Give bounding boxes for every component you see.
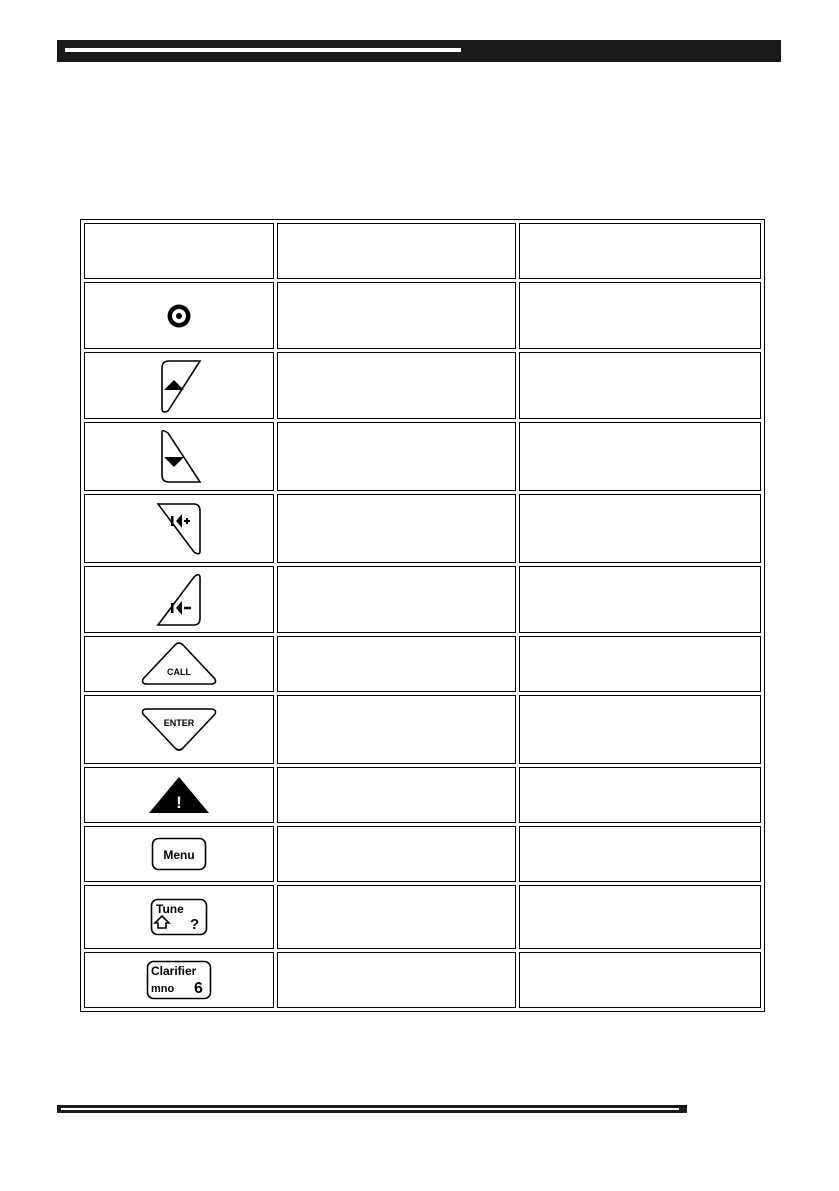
footer-stripe — [61, 1108, 679, 1110]
table-cell — [277, 352, 516, 419]
table-row — [84, 767, 761, 823]
alert-label: ! — [176, 793, 182, 812]
clarifier-label: Clarifier — [151, 964, 197, 978]
clarifier-number: 6 — [194, 980, 203, 997]
menu-key-icon[interactable] — [151, 837, 207, 871]
table-cell — [519, 352, 761, 419]
table-cell — [519, 422, 761, 491]
tune-sub-label: ? — [190, 916, 200, 933]
table-row — [84, 282, 761, 349]
table-cell — [519, 636, 761, 692]
table-row — [84, 494, 761, 563]
table-cell — [519, 566, 761, 633]
tune-key-icon[interactable] — [150, 898, 208, 936]
table-row — [84, 952, 761, 1008]
table-row — [84, 695, 761, 764]
table-cell — [277, 494, 516, 563]
enter-label: ENTER — [163, 717, 195, 728]
table-cell — [519, 695, 761, 764]
volume-down-key-icon[interactable] — [154, 570, 204, 630]
table-cell — [277, 636, 516, 692]
table-cell — [277, 422, 516, 491]
table-row — [84, 885, 761, 949]
table-cell — [277, 952, 516, 1008]
table-row — [84, 422, 761, 491]
clarifier-sub-label: mno — [151, 983, 175, 995]
header-bar — [57, 40, 781, 62]
table-cell — [519, 826, 761, 882]
clarifier-key-icon[interactable] — [146, 960, 212, 1000]
alert-key-icon[interactable] — [147, 775, 211, 815]
table-cell — [519, 494, 761, 563]
call-label: CALL — [167, 667, 191, 677]
table-cell — [277, 885, 516, 949]
key-reference-table — [80, 219, 765, 1012]
menu-label: Menu — [163, 848, 195, 862]
table-cell — [277, 282, 516, 349]
table-cell — [277, 826, 516, 882]
header-stripe — [65, 48, 461, 52]
table-row — [84, 636, 761, 692]
header-cell — [277, 223, 516, 279]
table-cell — [277, 566, 516, 633]
table-row — [84, 352, 761, 419]
table-cell — [519, 282, 761, 349]
table-row — [84, 566, 761, 633]
table-row — [84, 826, 761, 882]
down-arrow-key-icon[interactable] — [154, 427, 204, 487]
table-cell — [519, 952, 761, 1008]
call-key-icon[interactable] — [139, 639, 219, 689]
header-cell — [519, 223, 761, 279]
table-cell — [277, 767, 516, 823]
volume-up-key-icon[interactable] — [154, 499, 204, 559]
footer-bar — [57, 1105, 687, 1113]
header-cell — [84, 223, 274, 279]
up-arrow-key-icon[interactable] — [154, 356, 204, 416]
table-header-row — [84, 223, 761, 279]
table-cell — [277, 695, 516, 764]
tune-label: Tune — [156, 902, 184, 916]
knob-icon[interactable] — [166, 303, 192, 329]
enter-key-icon[interactable] — [139, 704, 219, 756]
table-cell — [519, 767, 761, 823]
table-cell — [519, 885, 761, 949]
